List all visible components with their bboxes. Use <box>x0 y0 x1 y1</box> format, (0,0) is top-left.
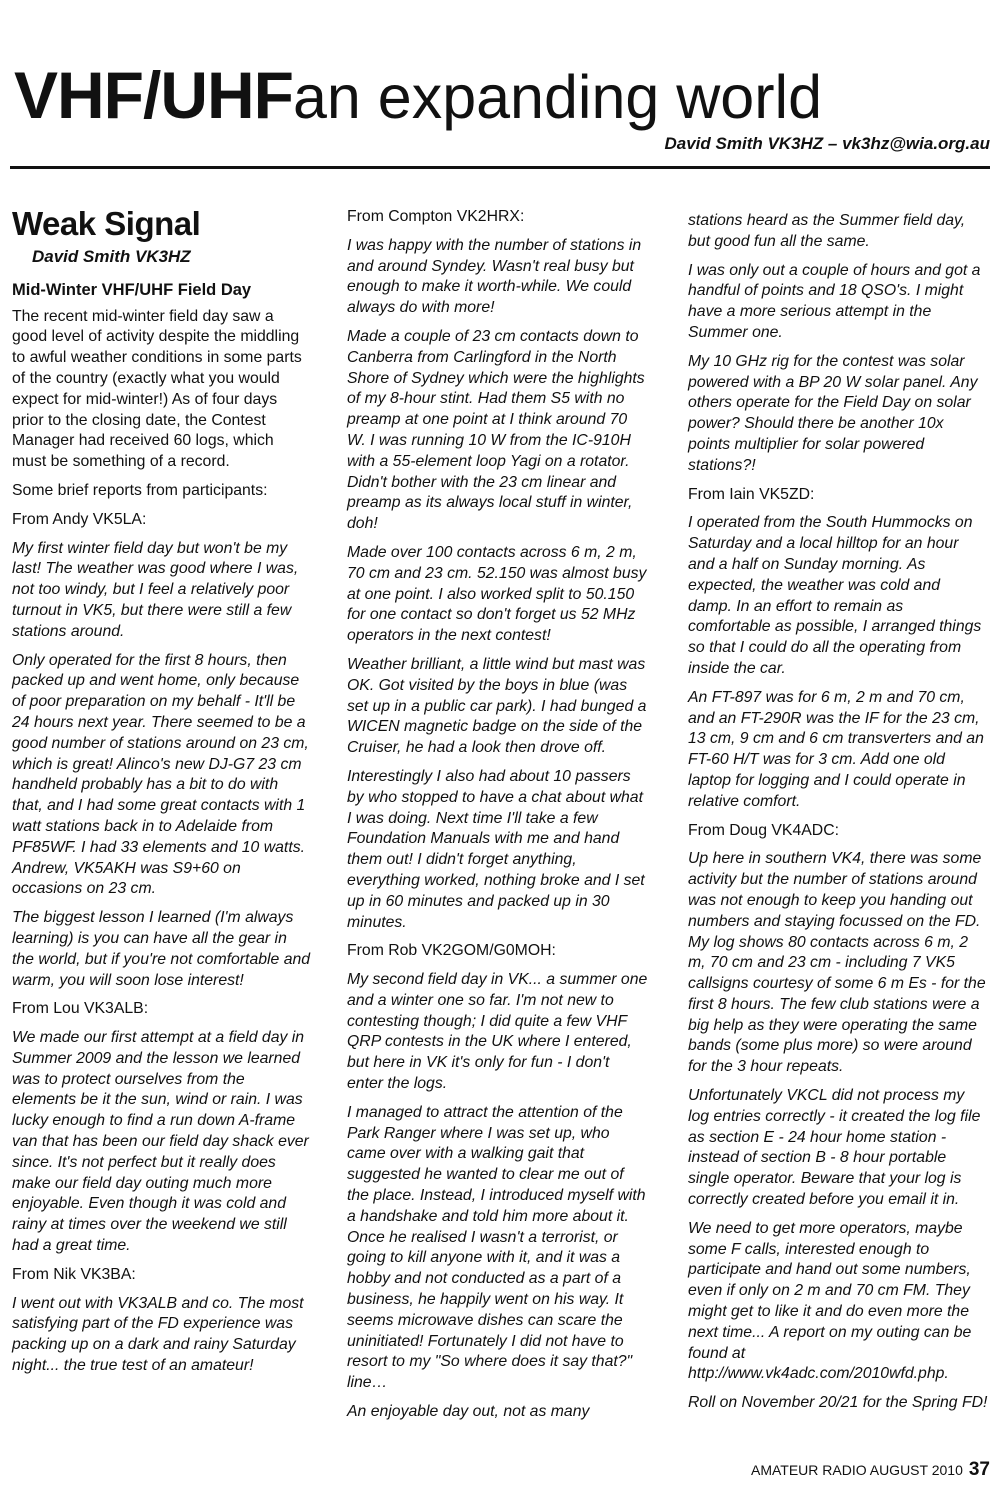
column-1 <box>12 205 312 1385</box>
body-paragraph: From Andy VK5LA: <box>12 510 147 528</box>
report-paragraph: I operated from the South Hummocks on Saturday and a local hilltop for an hour and a half on Sunday morning. As expected, the weather was cold and damp. In an effort to remain as comfortable as possible, I arranged things so that I could do all the operating from inside the car. <box>688 514 982 677</box>
report-paragraph: We made our first attempt at a field day in Summer 2009 and the lesson we learned was to protect ourselves from the elements be it the sun, wind or rain. I was lucky enough to find a run down A-frame van that has been our field day shack ever since. It's not perfect but it really does make our field day outing much more enjoyable. Even though it was cold and rainy at times over the weekend we still had a great time. <box>12 1029 309 1255</box>
page-number: 37 <box>968 1459 990 1480</box>
column-1-body <box>12 307 312 1377</box>
report-paragraph: My 10 GHz rig for the contest was solar powered with a BP 20 W solar panel. Any others operate for the Field Day on solar power? Should there be another 10x points multiplier for solar powered stations?! <box>688 352 978 474</box>
report-paragraph: Only operated for the first 8 hours, then packed up and went home, only because of poor preparation on my behalf - It'll be 24 hours next year. There seemed to be a good number of stations around on 23 cm, which is great! Alinco's new DJ-G7 23 cm handheld probably has a bit to do with that, and I had some great contacts with 1 watt stations back in to Adelaide from PF85WF. I had 33 elements and 10 watts. Andrew, VK5AKH was S9+60 on occasions on 23 cm. <box>12 651 309 898</box>
report-paragraph: I went out with VK3ALB and co. The most satisfying part of the FD experience was packing up on a dark and rainy Saturday night... the true test of an amateur! <box>12 1294 304 1375</box>
column-3 <box>688 211 988 1422</box>
section-subtitle: Mid-Winter VHF/UHF Field Day <box>12 280 252 299</box>
report-paragraph: Weather brilliant, a little wind but mast was OK. Got visited by the boys in blue (was set up in a public car park). I had bunged a WICEN magnetic badge on the side of the Cruiser, he had a look then drove off. <box>347 655 647 757</box>
header-divider <box>10 166 990 169</box>
report-paragraph: Up here in southern VK4, there was some activity but the number of stations around was not enough to keep you handing out numbers and staying focussed on the FD. My log shows 80 contacts across 6 m, 2 m, 70 cm and 23 cm - including 7 VK5 callsigns courtesy of some 6 m Es - for the first 8 hours. The few club stations were a big help as they were operating the same bands (some plus more) so were around for the 3 hour repeats. <box>688 850 986 1076</box>
section-author: David Smith VK3HZ <box>32 247 191 266</box>
report-paragraph: We need to get more operators, maybe some F calls, interested enough to participate and hand out some numbers, even if only on 2 m and 70 cm FM. They might get to like it and do even more the next time... A report on my outing can be found at http://www.vk4adc.com/2010wfd.php. <box>688 1219 972 1383</box>
body-paragraph: From Rob VK2GOM/G0MOH: <box>347 942 556 960</box>
report-paragraph: stations heard as the Summer field day, but good fun all the same. <box>688 212 966 250</box>
report-paragraph: My first winter field day but won't be my last! The weather was good where I was, not too windy, but I feel a relatively poor turnout in VK5, but there were still a few stations around. <box>12 539 299 640</box>
body-paragraph: The recent mid-winter field day saw a good level of activity despite the middling to awful weather conditions in some parts of the country (exactly what you would expect for mid-winter!) As of four days prior to the closing date, the Contest Manager had received 60 logs, which must be something of a record. <box>12 307 302 471</box>
report-paragraph: My second field day in VK... a summer one and a winter one so far. I'm not new to contesting though; I did quite a few VHF QRP contests in the UK where I entered, but here in VK it's only for fun - I don't enter the logs. <box>347 971 648 1093</box>
body-paragraph: From Iain VK5ZD: <box>688 485 815 503</box>
header-title-light: an expanding world <box>292 63 823 131</box>
report-paragraph: An enjoyable day out, not as many <box>347 1403 590 1421</box>
footer-magazine: AMATEUR RADIO AUGUST 2010 <box>750 1462 963 1478</box>
report-paragraph: The biggest lesson I learned (I'm always learning) is you can have all the gear in the world, but if you're not comfortable and warm, you will soon lose interest! <box>12 909 311 989</box>
header-title-bold: VHF/UHF <box>14 58 293 132</box>
body-paragraph: From Lou VK3ALB: <box>12 1000 149 1018</box>
report-paragraph: Made a couple of 23 cm contacts down to Canberra from Carlingford in the North Shore of Sydney which were the highlights of my 8-hour stint. Had them S5 with no preamp at one point at I think around 70 W. I was running 10 W from the IC-910H with a 55-element loop Yagi on a rotator. Didn't bother with the 23 cm linear and preamp as its always local stuff in winter, doh! <box>347 327 645 533</box>
page-footer <box>751 1459 990 1481</box>
header-byline: David Smith VK3HZ – vk3hz@wia.org.au <box>664 134 990 153</box>
report-paragraph: Unfortunately VKCL did not process my log entries correctly - it created the log file as section E - 24 hour home station - instead of section B - 8 hour portable single operator. Beware that your log is correctly created before you email it in. <box>688 1087 981 1209</box>
body-paragraph: From Compton VK2HRX: <box>347 208 525 225</box>
report-paragraph: I managed to attract the attention of the Park Ranger where I was set up, who came over with a walking gait that suggested he wanted to clear me out of the place. Instead, I introduced myself with a handshake and told him more about it. Once he realised I wasn't a terrorist, or going to kill anyone with it, and it was a hobby and not conducted as a part of a business, he happily went on his way. It seems microwave dishes can scare the uninitiated! Fortunately I did not have to resort to my "So where does it say that?" line… <box>347 1103 646 1392</box>
page-header <box>14 58 823 132</box>
body-paragraph: Some brief reports from participants: <box>12 481 268 499</box>
report-paragraph: Roll on November 20/21 for the Spring FD! <box>688 1394 988 1412</box>
report-paragraph: I was only out a couple of hours and got a handful of points and 18 QSO's. I might have a more serious attempt in the Summer one. <box>688 261 981 341</box>
report-paragraph: An FT-897 was for 6 m, 2 m and 70 cm, and an FT-290R was the IF for the 23 cm, 13 cm, 9 cm and 6 cm transverters and an FT-60 H/T was for 3 cm. Add one old laptop for logging and I could operate in relative comfort. <box>688 688 984 810</box>
report-paragraph: Made over 100 contacts across 6 m, 2 m, 70 cm and 23 cm. 52.150 was almost busy at one point. I also worked split to 50.150 for one contact so don't forget us 52 MHz operators in the next contest! <box>347 543 647 645</box>
column-2 <box>347 207 649 1431</box>
body-paragraph: From Doug VK4ADC: <box>688 821 839 839</box>
section-title: Weak Signal <box>12 205 201 242</box>
body-paragraph: From Nik VK3BA: <box>12 1265 136 1283</box>
report-paragraph: I was happy with the number of stations in and around Syndey. Wasn't real busy but enough to make it worth-while. We could always do with more! <box>347 236 642 317</box>
report-paragraph: Interestingly I also had about 10 passers by who stopped to have a chat about what I was doing. Next time I'll take a few Foundation Manuals with me and hand them out! I didn't forget anything, everything worked, nothing broke and I set up in 60 minutes and packed up in 30 minutes. <box>347 767 645 931</box>
